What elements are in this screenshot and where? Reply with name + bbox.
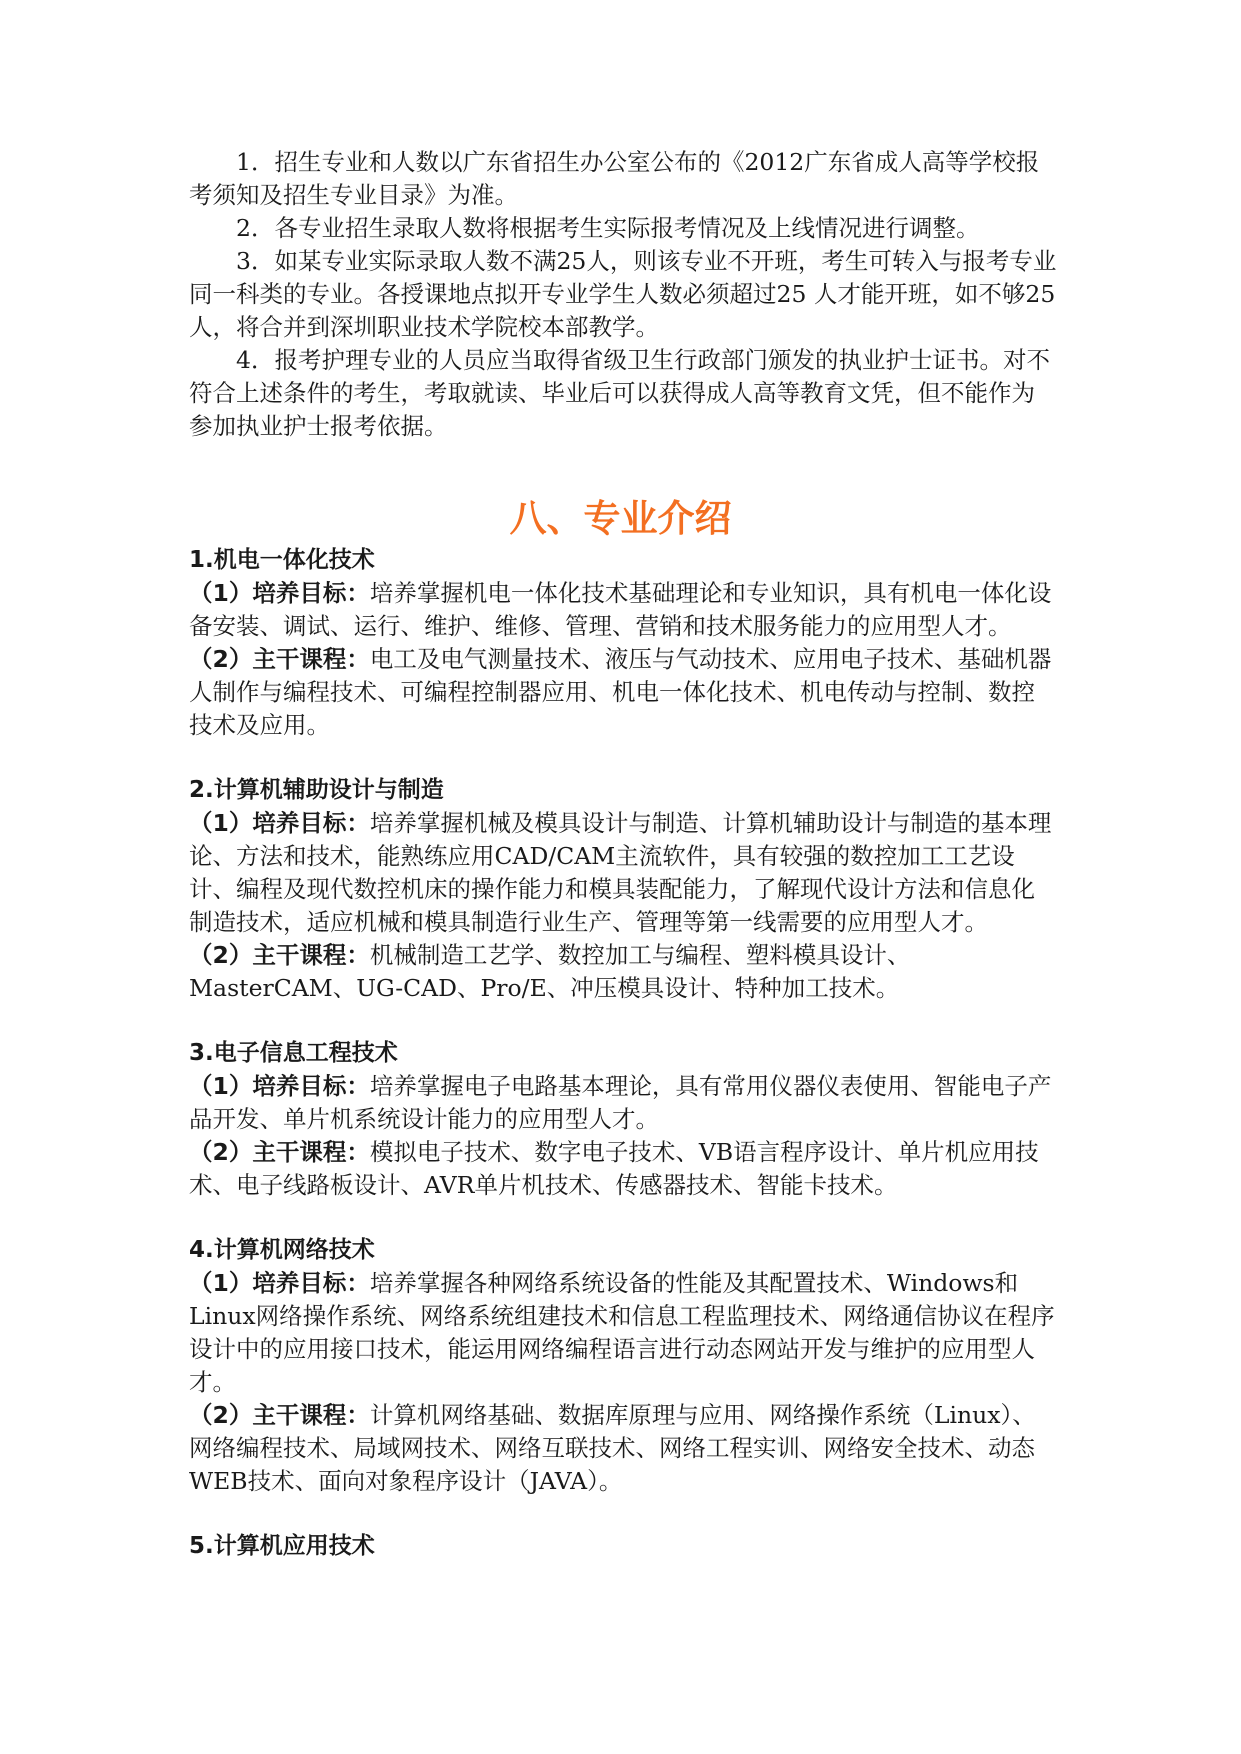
note-2: 2．各专业招生录取人数将根据考生实际报考情况及上线情况进行调整。 bbox=[236, 214, 980, 242]
training-goal bbox=[189, 1070, 1057, 1136]
major-list bbox=[189, 544, 1057, 1595]
admission-notes bbox=[189, 146, 1057, 443]
training-goal bbox=[189, 807, 1057, 939]
course-label: （2）主干课程： bbox=[189, 645, 370, 673]
goal-text: 培养掌握机械及模具设计与制造、计算机辅助设计与制造的基本理论、方法和技术，能熟练应用CAD/CAM主流软件，具有较强的数控加工工艺设计、编程及现代数控机床的操作能力和模具装配能力，了解现代设计方法和信息化制造技术，适应机械和模具制造行业生产、管理等第一线需要的应用型人才。 bbox=[189, 809, 1052, 936]
major-3 bbox=[189, 1037, 1057, 1202]
note-3: 3．如某专业实际录取人数不满25人，则该专业不开班，考生可转入与报考专业同一科类的专业。各授课地点拟开专业学生人数必须超过25 人才能开班，如不够25人，将合并到深圳职业技术学院校本部教学。 bbox=[189, 247, 1057, 341]
goal-label: （1）培养目标： bbox=[189, 1269, 370, 1297]
major-5 bbox=[189, 1530, 1057, 1563]
goal-label: （1）培养目标： bbox=[189, 579, 370, 607]
major-heading: 2.计算机辅助设计与制造 bbox=[189, 777, 444, 803]
course-label: （2）主干课程： bbox=[189, 941, 370, 969]
course-label: （2）主干课程： bbox=[189, 1138, 370, 1166]
goal-text: 培养掌握电子电路基本理论，具有常用仪器仪表使用、智能电子产品开发、单片机系统设计能力的应用型人才。 bbox=[189, 1072, 1052, 1133]
major-1 bbox=[189, 544, 1057, 742]
note-1: 1．招生专业和人数以广东省招生办公室公布的《2012广东省成人高等学校报考须知及招生专业目录》为准。 bbox=[189, 148, 1040, 209]
training-goal bbox=[189, 577, 1057, 643]
training-goal bbox=[189, 1267, 1057, 1399]
major-heading: 3.电子信息工程技术 bbox=[189, 1040, 398, 1066]
goal-text: 培养掌握机电一体化技术基础理论和专业知识，具有机电一体化设备安装、调试、运行、维护、维修、管理、营销和技术服务能力的应用型人才。 bbox=[189, 579, 1052, 640]
goal-text: 培养掌握各种网络系统设备的性能及其配置技术、Windows和Linux网络操作系统、网络系统组建技术和信息工程监理技术、网络通信协议在程序设计中的应用接口技术，能运用网络编程语言进行动态网站开发与维护的应用型人才。 bbox=[189, 1269, 1055, 1396]
course-text: 电工及电气测量技术、液压与气动技术、应用电子技术、基础机器人制作与编程技术、可编程控制器应用、机电一体化技术、机电传动与控制、数控技术及应用。 bbox=[189, 645, 1052, 739]
main-courses bbox=[189, 1136, 1057, 1202]
main-courses bbox=[189, 643, 1057, 742]
major-heading: 4.计算机网络技术 bbox=[189, 1237, 375, 1263]
main-courses bbox=[189, 1399, 1057, 1498]
note-4: 4．报考护理专业的人员应当取得省级卫生行政部门颁发的执业护士证书。对不符合上述条件的考生，考取就读、毕业后可以获得成人高等教育文凭，但不能作为参加执业护士报考依据。 bbox=[189, 346, 1050, 440]
course-text: 模拟电子技术、数字电子技术、VB语言程序设计、单片机应用技术、电子线路板设计、AVR单片机技术、传感器技术、智能卡技术。 bbox=[189, 1138, 1039, 1199]
major-4 bbox=[189, 1234, 1057, 1498]
course-text: 机械制造工艺学、数控加工与编程、塑料模具设计、MasterCAM、UG-CAD、Pro/E、冲压模具设计、特种加工技术。 bbox=[189, 941, 911, 1002]
goal-label: （1）培养目标： bbox=[189, 1072, 370, 1100]
major-2 bbox=[189, 774, 1057, 1005]
major-heading: 5.计算机应用技术 bbox=[189, 1533, 375, 1559]
main-courses bbox=[189, 939, 1057, 1005]
course-label: （2）主干课程： bbox=[189, 1401, 370, 1429]
major-heading: 1.机电一体化技术 bbox=[189, 547, 375, 573]
section-title: 八、专业介绍 bbox=[509, 497, 732, 540]
goal-label: （1）培养目标： bbox=[189, 809, 370, 837]
course-text: 计算机网络基础、数据库原理与应用、网络操作系统（Linux）、网络编程技术、局域网技术、网络互联技术、网络工程实训、网络安全技术、动态WEB技术、面向对象程序设计（JAVA）。 bbox=[189, 1401, 1036, 1495]
